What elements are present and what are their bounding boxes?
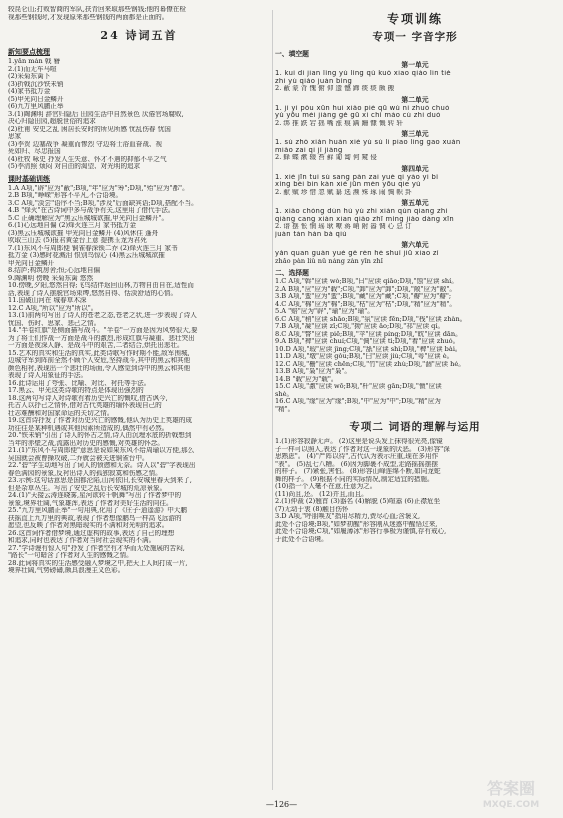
key-point-line: 1.yǎn mán 戟 簪 [8,58,61,65]
unit-title: 第一单元 [401,61,429,69]
key-point-line: 2.(1)而无车马喧 [8,65,57,73]
unit-characters: 2. 谱 摆 怅 惘 瑶 耿 嘹 蒋 峭 附 嚣 惆 心 总 订 [275,223,412,230]
section-subtitle-pronunciation: 专项一 字音字形 [372,31,458,43]
unit-title: 第三单元 [401,130,429,138]
unit-characters: 2. 献 赋 珍 惜 忽 赋 纂 选 濒 殊 琢 闹 惆 帜 卦 [275,188,412,196]
choice-answer-line: 14.B "载"应为"载"。 [275,375,338,383]
answer-line: 表现了诗人用象征的手法。 [8,372,88,379]
answer-line: 为了将士们作战一方面是战斗的激烈,形成红旗与凝重、悲壮突出 [8,334,195,342]
answer-line: 10.傍晚,夕阳,悠然自得;飞鸟结伴返回山林,万物自由自在,适性而 [8,282,194,289]
choice-answer-line: 2.A B项,"应"应为"载";C项,"卸"应为"卸";D项,"敞"应为"敝"。 [275,285,456,293]
left-column [8,6,270,796]
answer-line: 壮志难酬和对国家命运的关切之情。 [8,409,114,417]
watermark-top: 答案圈 [486,779,536,798]
unit-block [275,163,555,197]
choice-answer-line: 6.C A项,"稍"应读 shāo;B项,"氛"应读 fēn;D项,"栈"应读 zhàn。 [275,315,467,323]
vocab-answer-line: 的样子。 (7)紧张,害怕。 (8)形容山峰连绵不断,如同龙蛇 [275,468,441,475]
choice-answer-line: 16.C A项,"缘"应为"缘";B项,"中"应为"中";D项,"精"应为 [275,398,441,405]
unit-title: 第二单元 [401,95,429,104]
key-point-line: (3)折戟沉沙铁未销 [8,80,64,88]
unit-pinyin: 1. xiè jīn tuì sù sāng pán zāi yuè qí yáo yì bǐ [275,173,439,181]
answer-line: 当年的赤壁之战,流露出对历史的感慨,对英雄的怀念。 [8,439,164,447]
answer-line: 愿望,也反映了作者对黑暗现实的不满和对光明的追求。 [8,522,169,529]
unit-title: 第六单元 [401,241,429,249]
key-point-line: (5)李清照 烦闷 对自由的渴望、对光明的追求 [8,163,141,170]
answer-line: (3)黑云压城城欲摧 甲光向日金鳞开 (4)风休住 蓬舟 [8,229,159,237]
answer-line: 11.国破山河在 城春草木深 [8,297,87,304]
choice-answer-line: 13.B A项,"枭"应为"枭"。 [275,368,351,375]
choice-answer-line: shè。 [275,390,294,398]
answer-line: 和追求,同时也表达了作者对当时社会现实的不满。 [8,537,156,544]
unit-block [275,128,555,162]
choice-answer-line: 1.C A项,"斡"应读 wò;B项,"曰"应读 qiāo;D项,"蚀"应读 shí。 [275,278,458,285]
choice-answer-line: 15.C A项,"激"应读 wō;B项,"杆"应读 gān;D项,"慑"应读 [275,383,442,390]
vocabulary-list [275,438,555,543]
section-title: 专项训练 [386,12,443,26]
answer-line: 景象,境界壮阔,气象雄浑,表达了作者对美好生活的向往。 [8,499,173,507]
choice-answer-line: 5.A "赔"应为"辟","瑜"应为"瑜"。 [275,308,374,315]
vocab-answer-line: 此处不合语境;B项,"如梦初醒"形容刚从迷惑中醒悟过来, [275,520,438,528]
answer-line: 16.此诗运用了夸张、比喻、对比、衬托等手法。 [8,379,151,387]
answer-line: 25."九万里风鹏正举"一句用典,化用了《庄子·逍遥游》中大鹏 [8,507,187,514]
vocab-answer-line: 子一样可以照人,表达了作者对这一现象的厌恶。 (3)形容"深 [275,445,450,453]
unit-pinyin: miǎo zāi qì jǐ jiàng [275,146,343,154]
key-point-line: (5)甲光向日金鳞开 [8,95,64,103]
answer-line: 21.(1)"东风不与周郎便"意思是说如果东风不给周瑜以方便,那么 [8,447,195,454]
vocab-answer-line: 思熟虑"。 (4)"严阵以待",古代认为表示庄重,现在多用作 [275,453,439,460]
key-point-line: (3)李贺 边塞战争 凝重而惨烈 守边将士浴血奋战、视 [8,140,163,148]
right-column [275,6,555,796]
key-point-line: (6)九万里风鹏正举 [8,103,64,110]
choice-answer-line: 8.C A项,"瞥"应读 piē;B项,"苹"应读 píng;D项,"眈"应读 dān。 [275,330,462,338]
page-number: —126— [265,800,298,809]
answer-line: 24.(1)"天接云涛连晓雾,星河欲转千帆舞"写出了作者梦中的 [8,492,182,499]
answer-line: 28.此词将真实的生活感受融入梦境之中,把天上人间打成一片, [8,559,188,567]
multiple-choice-label: 二、选择题 [275,269,309,277]
answer-line: 一方面是夜深人静、是战斗中的艰苦,二者结合,烘托出悲壮。 [8,342,184,349]
answer-line: 18.这两句写诗人对诗歌有着历史兴亡的慨叹,借古讽今, [8,394,168,402]
unit-characters: 2. 绑 推 跌 宕 拙 嘴 涨 痕 蹒 跚 慷 慨 转 轩 [275,119,403,127]
unit-block [275,94,555,128]
choice-answer-line: 10.D A项,"瑕"应读 jìng;C项,"舐"应读 shì;D项,"稗"应读 bài。 [275,345,462,353]
sub-heading-basic-training: 课时基础训练 [8,173,50,183]
key-points-list [8,58,270,171]
unit-block [275,197,555,238]
answer-line: 吹取三山去 (5)报君黄金台上意 提携玉龙为君死 [8,237,147,244]
answer-line: 20."铁未销"引出了诗人的怀古之情,诗人由沉埋水底的折戟想到 [8,432,192,439]
answer-line: 吴国就会被曹操攻破,二乔就会被关进铜雀台中。 [8,454,149,462]
choice-answer-line: "精"。 [275,405,295,413]
key-point-line: 思家 [8,133,22,140]
choice-answer-line: 9.A B项,"裨"应读 chuí;C项,"倜"应读 tì;D项,"着"应读 zhuó。 [275,338,460,345]
answer-line: 边城守军到阵前全然不顾个人安危,坚持战斗,其中的黑云和其他 [8,357,191,364]
answer-line: 托古人以抒己之情怀,借对古代英雄的缅怀表现自己的 [8,402,162,409]
answer-line: 26.这首词作者借梦境,通过虚构的故事,表达了自己的理想 [8,529,175,537]
intro-line: 视那些钢钱时,才发现原来那些钢钱的两面都是正面的。 [8,13,169,21]
answer-line: 17.黑云、甲光这类诗歌的特点是体现出强烈的 [8,387,144,394]
answer-line: 8.结庐;构筑房舍;恒;心远地自偏 [8,267,101,274]
key-point-line: 3.(1)陶渊明 辞官归隐后 田园生活中自然景色 厌倦官场腐败, [8,110,184,118]
choice-answer-line: 3.B A项,"蛮"应为"蛮";B项,"藏"应为"藏";C项,"瓣"应为"瓣"; [275,293,452,300]
answer-line: 6.(1)心远地自偏 (2)烽火连三月 家书抵万金 [8,222,137,229]
unit-block [275,59,555,93]
unit-pinyin: 1. jì yì pǒu xūn huì xiǎo pié qū wǔ nì zhuó chuò [275,104,450,112]
unit-pinyin: juàn tán hán bá qiú [275,230,347,238]
basic-training-list [8,185,270,575]
vocab-answer-line: 1.(1)形容寂静无声。 (2)这里是说头发上抹得很光亮,像镜 [275,438,443,445]
answer-line: 抵万金 (3)感时花溅泪 恨别鸟惊心 (4)黑云压城城欲摧 [8,252,165,259]
choice-answer-line: 4.C A项,"棉"应为"棉";B项,"枯"应为"枯";D项,"精"应为"精"。 [275,300,456,308]
unit-characters: zhǎo pàn liǔ nǜ náng zàn yīn zhǐ [275,257,383,265]
unit-pinyin: xǐng bèi bìn kàn xiè jūn mén yōu qiē yǔ [275,181,421,188]
vocab-answer-line: (11)尚且,还。 (12)并且,而且。 [275,490,368,498]
answer-line: 3.C A项,"淡尝"语序不当;B项,"涉及"后面缺宾语;D项,搭配不当。 [8,199,198,207]
section-subtitle-vocabulary: 专项二 词语的理解与运用 [349,421,481,433]
unit-characters: 2. 蜂 蝶 漱 辍 苔 藓 匍 匐 何 窥 侵 [275,154,377,161]
answer-line: 忧国、伤时、思家、悲己之情。 [8,319,101,327]
watermark-logo [465,776,557,812]
unit-pinyin: yǔ yōu méi jiàng gě gū xì chǐ máo cù zhì duó [275,112,441,119]
answer-line: 23.示例:这句话意思是国都沦陷,山河依旧,长安城里春天到来了, [8,477,192,484]
answer-line: 15.艺术的真实和生活的真实,此类诗歌写作时期不能,敌军围城, [8,349,190,357]
choice-answer-line: 11.D A项,"墩"应读 gǒu;B项,"臼"应读 jiù;C项,"萼"应读 è。 [275,353,454,360]
intro-text [8,6,270,21]
answer-line: 9.陶渊明 傍晚 采菊东篱 悠然 [8,274,94,282]
sub-heading-key-points: 新知要点梳理 [8,47,50,56]
answer-line: 27."学诗谩有惊人句"抒发了作者空有才华而无处施展的苦闷, [8,544,185,552]
unit-pinyin: yǎn quān guàn yuè gě rèn hè shuǐ jiū xiāo zǐ [275,250,439,257]
choice-answer-line: 12.C A项,"栅"应读 chēn;C项,"竹"应读 zhù;D项,"涸"应读 hé。 [275,360,465,368]
unit-characters: 2. 蔽 蒙 背 愧 俯 仰 遗 憾 蹄 痰 痰 颇 搬 [275,85,395,92]
multiple-choice-list [275,278,555,413]
answer-line: 7.(1)东风不与周郎便 铜雀春深锁二乔 (2)烽火连三月 家书 [8,244,178,252]
vocab-answer-line: 3.D A项,"呼朋唤友"指用尽精力,费尽心血;含褒义, [275,513,421,520]
watermark-bottom: MXQE.COM [482,800,540,810]
unit-pinyin: 1. sù zhò xiǎn huàn xiè yù sù lì piāo líng gāo xuàn [275,139,461,146]
answer-line: 19.这首诗抒发了作者对历史兴亡的感慨,他认为历史上英雄的成 [8,417,193,424]
vocab-answer-line: (7)无动于衷 (8)触目伤怀 [275,505,349,513]
answer-line: 2.B B项,"峥嵘"形容不平凡,不合语境。 [8,192,123,199]
key-point-line: 死如归、尽忠报国 [8,148,61,155]
key-point-line: (2)杜甫 安史之乱 困居长安时的所见所感 忧乱伤春 忧国 [8,125,171,133]
intro-line: 较昆仑山;打败智商的军队,扶青回来取那些钢钱;他的幕僚在检 [8,6,186,13]
answer-line: 14."半卷红旗"是侧面描写战斗。"半卷"一方面是因为风势很大,要 [8,327,198,334]
answer-line: 但是杂草丛生。写出了安史之乱后长安城的荒凉景象。 [8,484,167,492]
answer-line: 活,表现了诗人摆脱官场束缚,悠然自得、恬淡舒适的心情。 [8,289,178,297]
vocab-answer-line: 舞的样子。 (9)根据不同的实际情况,制定适宜的措施。 [275,475,434,483]
key-point-line: (4)家书抵万金 [8,88,51,95]
choice-answer-line: 7.B A项,"凝"应读 zǐ;C项,"拗"应读 ǎo;D项,"祁"应读 qí。 [275,323,445,330]
vocab-answer-line: 此处不合语境;C项,"如履薄冰"形容行事极为谨慎,存有戒心, [275,528,447,535]
key-point-line: (2)采菊东篱下 [8,73,51,80]
vocab-answer-line: (10)指一个人毫不在意,任意为之。 [275,483,377,490]
column-divider [272,10,273,790]
key-point-line: 决心归隐田园,超脱世俗的追求 [8,118,96,125]
answer-line: 境界壮阔,气势磅礴,颇具浪漫主义色彩。 [8,567,125,574]
unit-pinyin: zhì yú qiǎo juàn bǐng [275,77,353,85]
answer-line: 22."碧"字生动地写出了词人的愤懑和无奈。诗人以"碧"字表现出 [8,462,196,469]
fill-blank-label: 一、填空题 [275,50,309,58]
answer-line: 甲光向日金鳞开 [8,259,55,267]
answer-line: 功往往是某种机遇或其他因素所造成的,偶然中有必然。 [8,424,169,432]
unit-pinyin: 1. kuì dì jiān lǐng yù lǐng qǔ kuò xiāo qiáo lín tiě [275,70,451,77]
unit-block [275,239,555,265]
chapter-title: 24 诗词五首 [100,29,178,42]
unit-title: 第五单元 [401,199,429,207]
answer-line: 1.A A项,"辟"应为"蔽";B项,"年"应为"筹";D项,"殆"应为"都"。 [8,184,189,192]
key-point-line: (4)杜牧 咏史 抒发人生失意、怀才不遇的抑郁不平之气 [8,155,167,163]
unit-pinyin: 1. xiǎo chóng dùn hú yù zhí xián qún qiāng zhì [275,208,448,215]
answer-line: 5.C 正确理解应为"黑云压城城欲摧,甲光向日金鳞开"。 [8,214,169,222]
vocab-answer-line: "表"。 (5)乱七八糟。 (6)因为脚裹不成型,走路摇摇摆摆 [275,460,438,468]
answer-line: 扶摇直上九万里的典故,表现了作者想像鹏鸟一样高飞远游的 [8,514,182,522]
unit-title: 第四单元 [401,164,429,173]
vocab-answer-line: 于此处不合语境。 [275,535,328,543]
unit-pinyin: qiáng cāng xián xiān qiǎo zhī mǐng jiǎo dàng xīn [275,215,454,223]
vocab-answer-line: 2.(1)仲裁 (2)翘首 (3)器名 (4)解脱 (5)喧嚣 (6)正襟危坐 [275,498,441,505]
answer-line: 12.C A项,"所以"应为"所以"。 [8,304,98,312]
answer-line: 春色满园的景象,反衬出诗人的孤独寂寞和伤感之情。 [8,469,162,477]
units-list [275,59,555,265]
answer-line: 4.B "烽火"在古诗词中多与战争有关,这里用了借代手法。 [8,207,175,214]
answer-line: 13.(1)前两句写出了诗人的苍老之态,苍老之状,进一步表现了诗人 [8,312,197,319]
answer-line: "路长"一句暗含了作者对人生的感慨之情。 [8,552,133,559]
answer-line: 颜色相衬,表现出一个悲壮的场面,令人感觉到诗中的黑云和其他 [8,364,191,372]
